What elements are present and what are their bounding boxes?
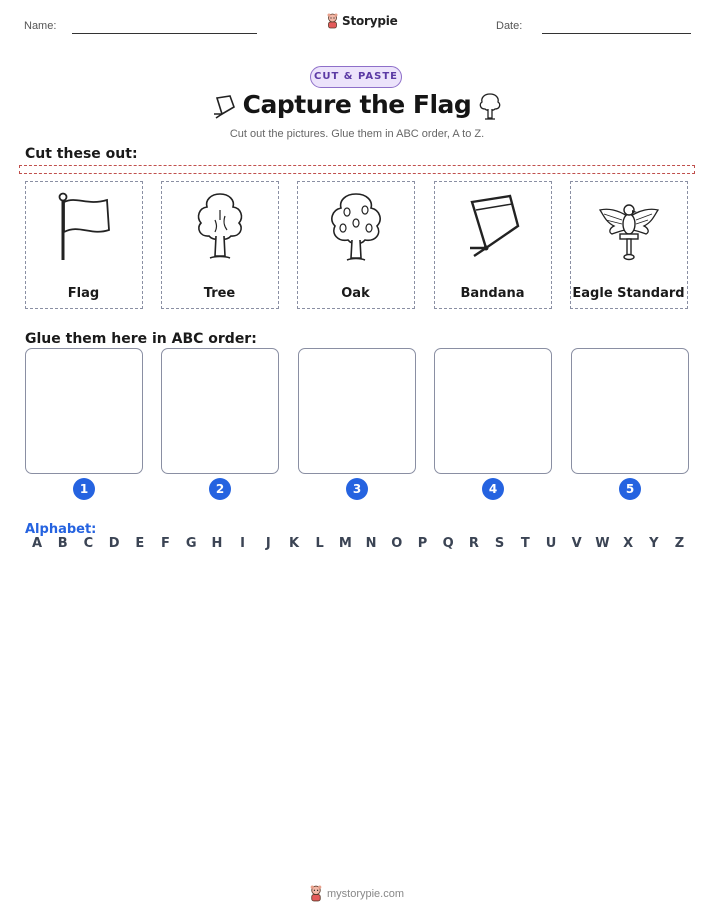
slot-number-2: 2 xyxy=(209,478,231,500)
alphabet-letter: W xyxy=(595,536,610,551)
tree-icon xyxy=(476,90,504,122)
alphabet-letter: F xyxy=(161,536,170,551)
name-label: Name: xyxy=(24,20,57,32)
brand-name: Storypie xyxy=(342,14,398,28)
alphabet-letter: X xyxy=(623,536,634,551)
alphabet-letter: G xyxy=(185,536,197,551)
instructions: Cut out the pictures. Glue them in ABC order, A to Z. xyxy=(229,128,485,140)
glue-slot-2[interactable] xyxy=(161,348,279,474)
footer-site: mystorypie.com xyxy=(327,887,405,900)
tree-icon xyxy=(185,190,255,266)
alphabet-letter: O xyxy=(391,536,403,551)
cutout-card-flag[interactable] xyxy=(25,181,143,309)
storypie-mascot-icon xyxy=(326,13,339,29)
cutout-card-eagle-standard[interactable] xyxy=(570,181,688,309)
worksheet-header xyxy=(0,0,714,50)
bandana-icon xyxy=(458,190,528,266)
card-label: Tree xyxy=(203,286,236,301)
cutout-card-tree[interactable] xyxy=(161,181,279,309)
alphabet-letter: Z xyxy=(674,536,685,551)
alphabet-letter: I xyxy=(240,536,246,551)
eagle-standard-icon xyxy=(594,190,664,266)
slot-number-3: 3 xyxy=(346,478,368,500)
glue-slot-3[interactable] xyxy=(298,348,416,474)
alphabet-letter: B xyxy=(57,536,68,551)
alphabet-letter: A xyxy=(31,536,43,551)
alphabet-letter: L xyxy=(315,536,324,551)
date-label: Date: xyxy=(496,20,523,32)
oak-tree-icon xyxy=(321,190,391,266)
page-title: Capture the Flag xyxy=(242,90,472,119)
alphabet-letter: Y xyxy=(649,536,659,551)
glue-section-label: Glue them here in ABC order: xyxy=(25,331,257,347)
card-label: Bandana xyxy=(460,286,525,301)
glue-slot-5[interactable] xyxy=(571,348,689,474)
alphabet-letter: V xyxy=(571,536,582,551)
glue-slot-1[interactable] xyxy=(25,348,143,474)
slot-number-1: 1 xyxy=(73,478,95,500)
alphabet-letter: K xyxy=(288,536,300,551)
alphabet-letter: D xyxy=(108,536,120,551)
alphabet-letter: U xyxy=(545,536,557,551)
alphabet-letter: E xyxy=(135,536,145,551)
cut-paste-badge: CUT & PASTE xyxy=(310,66,402,88)
name-line xyxy=(72,33,257,34)
alphabet-letter: J xyxy=(265,536,271,551)
cut-section-label: Cut these out: xyxy=(25,146,138,162)
footer xyxy=(309,885,404,902)
cut-line xyxy=(19,165,695,174)
cutout-card-bandana[interactable] xyxy=(434,181,552,309)
alphabet-letter: H xyxy=(211,536,223,551)
alphabet-letter: C xyxy=(83,536,94,551)
storypie-mascot-icon xyxy=(309,885,323,902)
alphabet-label: Alphabet: xyxy=(25,522,97,537)
card-label: Flag xyxy=(67,286,100,301)
alphabet-letter: Q xyxy=(442,536,454,551)
alphabet-letter: P xyxy=(417,536,428,551)
card-label: Oak xyxy=(341,286,370,301)
date-line xyxy=(542,33,691,34)
cutout-card-oak[interactable] xyxy=(297,181,415,309)
brand-logo xyxy=(326,13,398,29)
alphabet-letter: S xyxy=(494,536,505,551)
alphabet-row xyxy=(25,536,695,556)
slot-number-5: 5 xyxy=(619,478,641,500)
slot-number-4: 4 xyxy=(482,478,504,500)
glue-slot-4[interactable] xyxy=(434,348,552,474)
alphabet-letter: N xyxy=(365,536,377,551)
flag-icon xyxy=(49,190,119,266)
card-label: Eagle Standard xyxy=(572,286,685,301)
alphabet-letter: T xyxy=(520,536,530,551)
alphabet-letter: R xyxy=(468,536,479,551)
alphabet-letter: M xyxy=(338,536,352,551)
